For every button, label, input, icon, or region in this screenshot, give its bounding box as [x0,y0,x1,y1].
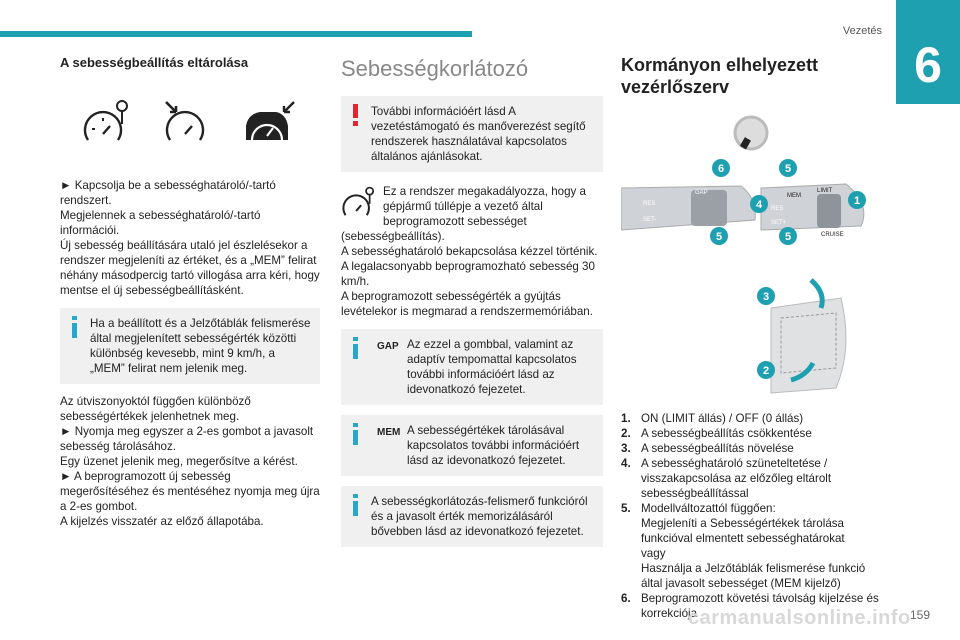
chapter-badge [896,0,960,104]
top-accent-bar [0,31,472,37]
info-note-mem-difference [60,308,320,384]
controls-list-item [621,456,883,501]
controls-list [621,411,883,621]
warning-note-general [341,96,603,172]
item-text: A sebességhatároló szüneteltetése / visszakapcsolása az előzőleg eltárolt sebességbeállítással [641,457,832,500]
controls-list-item [621,501,883,591]
item-number: 4. [621,457,631,470]
item-number: 3. [621,442,631,455]
label-set-left: SET- [643,217,657,223]
gap-label: GAP [377,341,399,352]
limiter-paragraph: Ez a rendszer megakadályozza, hogy a gépjármű túllépje a vezető által beprogramozott sebességet (sebességbeállítás). A sebességhatároló bekapcsolása kézzel történik. A legalacsonyabb beprogramozható sebesség 30 km/h. A beprogramozott sebességérték a gyújtás levételekor is megmarad a rendszermemóriában. [341,185,598,318]
gauge-icons-row [60,96,320,158]
steering-controls-diagram [621,108,883,403]
callout-5-right [779,227,797,245]
section-title-limiter: Sebességkorlátozó [341,56,529,81]
callout-5-left [710,227,728,245]
item-text: Modellváltozattól függően: Megjeleníti a Sebességértékek tárolása funkcióval elmentett sebességhatárokat vagy Használja a Jelzőtáblák felismerése funkció által javasolt sebességet (MEM kijelző) [641,502,866,590]
label-cruise: CRUISE [821,232,844,238]
label-limit: LIMIT [817,188,833,194]
svg-text:5: 5 [715,231,723,243]
mem-note-text: A sebességértékek tárolásával kapcsolatos további információért lásd az idevonatkozó fejezetet. [407,424,580,467]
callout-1 [848,191,866,209]
label-gap: GAP [695,190,708,196]
column-3 [621,54,883,621]
info-icon [68,316,82,338]
info-icon [349,423,363,445]
item-number: 6. [621,592,631,605]
chapter-number: 6 [914,37,942,93]
adaptive-cruise-icon [242,96,298,156]
recognition-note-text: A sebességkorlátozás-felismerő funkcióról és a javasolt érték memorizálásáról bővebben lásd az idevonatkozó fejezetet. [371,495,588,538]
section-title-controls: Kormányon elhelyezett vezérlőszerv [621,55,819,97]
callout-3 [757,287,775,305]
item-text: A sebességbeállítás növelése [641,442,794,455]
controls-list-item [621,411,883,426]
svg-text:5: 5 [784,163,792,175]
note-text: Ha a beállított és a Jelzőtáblák felismerése által megjelenített sebességérték közötti különbség kevesebb, mint 9 km/h, a „MEM” felirat nem jelenik meg. [90,317,311,375]
label-res-left: RES [643,201,656,207]
speed-limiter-icon [82,96,132,156]
item-number: 5. [621,502,631,515]
mem-label: MEM [377,427,401,438]
column-1 [60,54,320,535]
svg-text:3: 3 [762,291,770,303]
callout-6 [712,159,730,177]
running-header: Vezetés [842,25,882,37]
item-text: A sebességbeállítás csökkentése [641,427,812,440]
label-set-right: SET+ [771,220,787,226]
item-text: ON (LIMIT állás) / OFF (0 állás) [641,412,804,425]
item-text: Beprogramozott követési távolság kijelzése és korrekciója [641,592,879,620]
gap-note-text: Az ezzel a gombbal, valamint az adaptív tempomattal kapcsolatos további információért lásd az idevonatkozó fejezetet. [407,338,577,396]
svg-text:6: 6 [717,163,725,175]
cruise-control-icon [164,96,214,156]
store-paragraph-2: Az útviszonyoktól függően különböző sebességértékek jelenhetnek meg. ► Nyomja meg egyszer a 2-es gombot a javasolt sebesség tárolásához. Egy üzenet jelenik meg, megerősítve a kérést. ► A beprogramozott új sebesség megerősítéséhez és mentéséhez nyomja meg újra a 2-es gombot. A kijelzés visszatér az előző állapotába. [60,395,320,528]
item-number: 2. [621,427,631,440]
svg-text:2: 2 [762,365,770,377]
stalk-illustration [621,108,883,398]
svg-text:1: 1 [853,195,861,207]
callout-2 [757,361,775,379]
label-mem: MEM [787,193,801,199]
info-icon [349,494,363,516]
warning-icon [349,104,363,126]
svg-text:4: 4 [755,199,763,211]
limiter-description [341,184,603,319]
svg-text:5: 5 [784,231,792,243]
page-number: 159 [909,608,930,622]
watermark: carmanualsonline.info [688,607,911,629]
store-paragraph-1: ► Kapcsolja be a sebességhatároló/-tartó rendszert. Megjelennek a sebességhatároló/-tartó információi. Új sebesség beállítására utaló jel észlelésekor a rendszer megjeleníti az értéket, és a „MEM” felirat néhány másodpercig tartó villogása arra kéri, hogy mentse el új sebességbeállításként. [60,179,320,297]
column-2 [341,54,603,557]
info-note-mem [341,415,603,476]
label-res-right: RES [771,206,784,212]
controls-list-item [621,426,883,441]
callout-4 [750,195,768,213]
info-note-recognition [341,486,603,547]
callout-5-top [779,159,797,177]
warning-text: További információért lásd A vezetéstámogató és manőverezést segítő rendszerek használatával kapcsolatos általános ajánlásokat. [371,105,586,163]
controls-list-item [621,441,883,456]
info-icon [349,337,363,359]
info-note-gap [341,329,603,405]
speed-limiter-icon [341,184,377,218]
section-title-store: A sebességbeállítás eltárolása [60,55,249,70]
item-number: 1. [621,412,631,425]
